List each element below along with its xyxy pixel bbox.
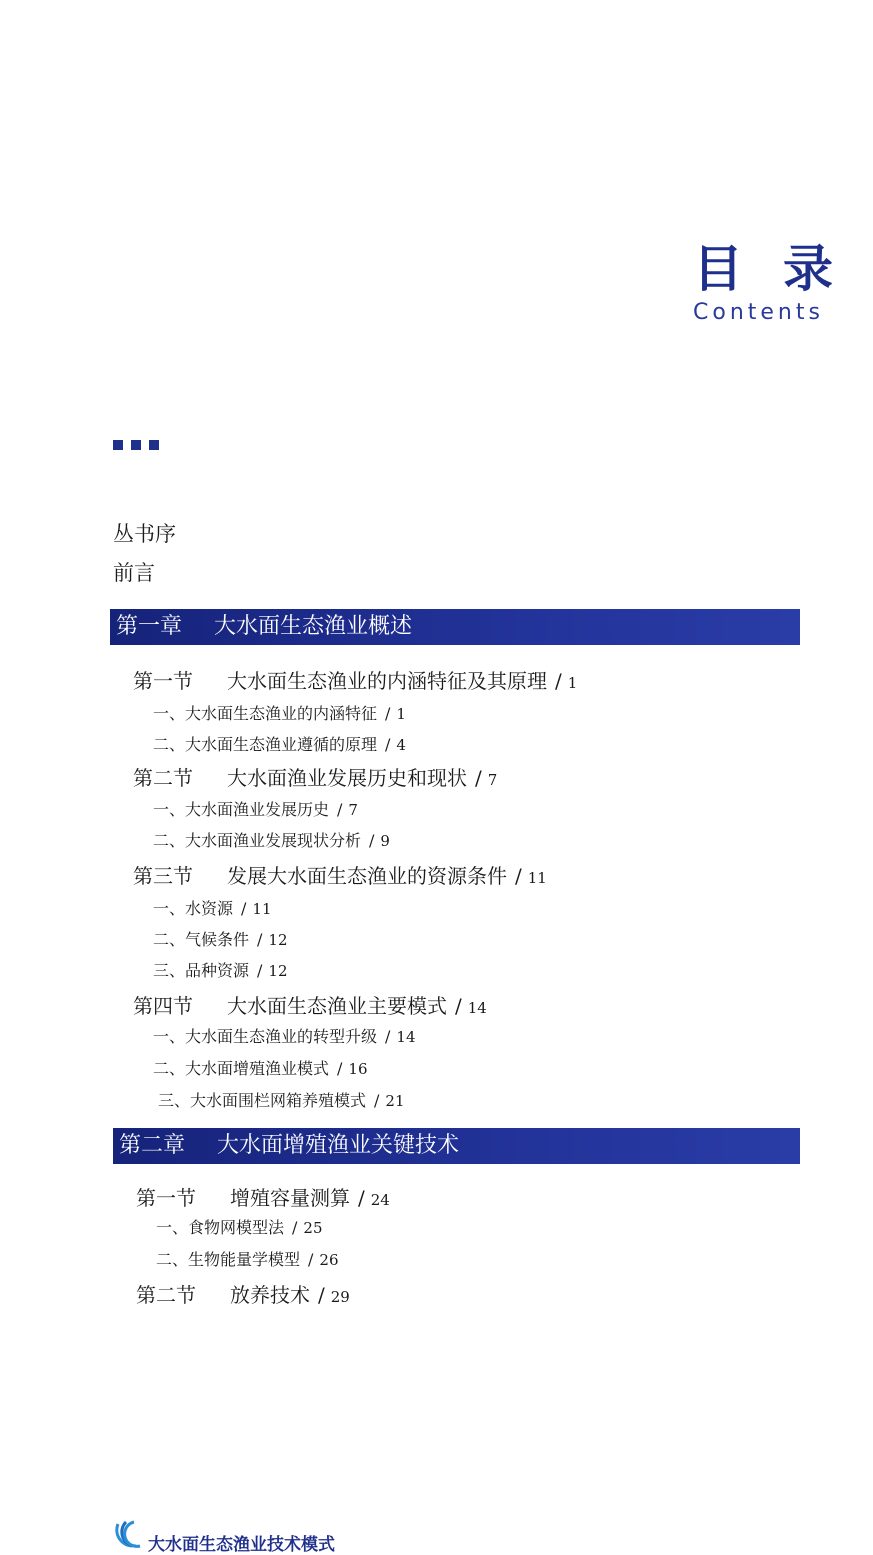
page-number: 1: [567, 674, 578, 692]
page-subtitle: Contents: [693, 300, 824, 325]
toc-subsection[interactable]: [153, 1056, 368, 1079]
toc-entry-foreword[interactable]: 前言: [113, 561, 155, 585]
toc-section[interactable]: [136, 1279, 350, 1308]
toc-section[interactable]: [133, 860, 547, 889]
footer-book-title: 大水面生态渔业技术模式: [148, 1535, 335, 1555]
toc-subsection[interactable]: [153, 732, 406, 755]
section-number: 第二节: [136, 1283, 196, 1307]
page-number: 14: [467, 999, 487, 1017]
chapter-number: 第一章: [116, 614, 183, 639]
subsection-title: 二、大水面生态渔业遵循的原理: [153, 735, 378, 754]
toc-section[interactable]: [133, 665, 577, 694]
chapter-title: 大水面生态渔业概述: [214, 614, 413, 639]
separator: /: [318, 1283, 325, 1307]
separator: /: [308, 1250, 314, 1269]
page-number: 29: [330, 1288, 350, 1306]
page-number: 12: [268, 931, 288, 949]
subsection-title: 二、生物能量学模型: [156, 1250, 301, 1269]
section-title: 大水面生态渔业主要模式: [227, 994, 447, 1018]
decorative-squares: [113, 440, 159, 450]
separator: /: [358, 1186, 365, 1210]
toc-subsection[interactable]: [158, 1088, 405, 1111]
page-number: 16: [348, 1060, 368, 1078]
subsection-title: 一、水资源: [153, 899, 234, 918]
toc-entry-series-preface[interactable]: 丛书序: [113, 522, 176, 546]
square-mark: [149, 440, 159, 450]
separator: /: [292, 1218, 298, 1237]
separator: /: [257, 961, 263, 980]
separator: /: [374, 1091, 380, 1110]
toc-section[interactable]: [133, 990, 487, 1019]
toc-header: [693, 240, 873, 325]
toc-subsection[interactable]: [156, 1247, 339, 1270]
section-title: 放养技术: [230, 1283, 310, 1307]
section-title: 大水面生态渔业的内涵特征及其原理: [227, 669, 547, 693]
subsection-title: 一、大水面生态渔业的转型升级: [153, 1027, 378, 1046]
page-number: 21: [385, 1092, 405, 1110]
page-number: 24: [370, 1191, 390, 1209]
separator: /: [555, 669, 562, 693]
chapter-title: 大水面增殖渔业关键技术: [217, 1133, 460, 1158]
page-number: 9: [380, 832, 390, 850]
chapter-bar-2[interactable]: [113, 1128, 800, 1164]
chapter-number: 第二章: [119, 1133, 186, 1158]
page-number: 25: [303, 1219, 323, 1237]
toc-subsection[interactable]: [153, 1024, 416, 1047]
section-title: 增殖容量测算: [230, 1186, 350, 1210]
subsection-title: 三、品种资源: [153, 961, 250, 980]
toc-subsection[interactable]: [156, 1215, 323, 1238]
section-number: 第二节: [133, 766, 193, 790]
separator: /: [455, 994, 462, 1018]
page-number: 1: [396, 705, 406, 723]
square-mark: [113, 440, 123, 450]
separator: /: [385, 704, 391, 723]
separator: /: [337, 800, 343, 819]
section-number: 第一节: [133, 669, 193, 693]
subsection-title: 二、大水面渔业发展现状分析: [153, 831, 362, 850]
toc-subsection[interactable]: [153, 797, 358, 820]
toc-subsection[interactable]: [153, 958, 288, 981]
separator: /: [385, 735, 391, 754]
page-number: 11: [527, 869, 547, 887]
page-number: 12: [268, 962, 288, 980]
section-number: 第四节: [133, 994, 193, 1018]
page-number: 4: [396, 736, 406, 754]
subsection-title: 二、气候条件: [153, 930, 250, 949]
wave-logo-icon: [112, 1512, 152, 1546]
section-title: 发展大水面生态渔业的资源条件: [227, 864, 507, 888]
toc-subsection[interactable]: [153, 896, 272, 919]
square-mark: [131, 440, 141, 450]
separator: /: [369, 831, 375, 850]
separator: /: [257, 930, 263, 949]
subsection-title: 一、食物网模型法: [156, 1218, 285, 1237]
toc-subsection[interactable]: [153, 927, 288, 950]
subsection-title: 一、大水面生态渔业的内涵特征: [153, 704, 378, 723]
page-title: 目录: [693, 240, 873, 298]
page-number: 11: [252, 900, 272, 918]
toc-section[interactable]: [136, 1182, 390, 1211]
separator: /: [475, 766, 482, 790]
page-number: 7: [487, 771, 498, 789]
separator: /: [515, 864, 522, 888]
separator: /: [337, 1059, 343, 1078]
separator: /: [385, 1027, 391, 1046]
subsection-title: 二、大水面增殖渔业模式: [153, 1059, 330, 1078]
subsection-title: 三、大水面围栏网箱养殖模式: [158, 1091, 367, 1110]
section-number: 第三节: [133, 864, 193, 888]
section-title: 大水面渔业发展历史和现状: [227, 766, 467, 790]
page-number: 7: [348, 801, 358, 819]
toc-subsection[interactable]: [153, 828, 390, 851]
page-number: 26: [319, 1251, 339, 1269]
section-number: 第一节: [136, 1186, 196, 1210]
chapter-bar-1[interactable]: [110, 609, 800, 645]
toc-subsection[interactable]: [153, 701, 406, 724]
page-number: 14: [396, 1028, 416, 1046]
subsection-title: 一、大水面渔业发展历史: [153, 800, 330, 819]
toc-section[interactable]: [133, 762, 497, 791]
separator: /: [241, 899, 247, 918]
